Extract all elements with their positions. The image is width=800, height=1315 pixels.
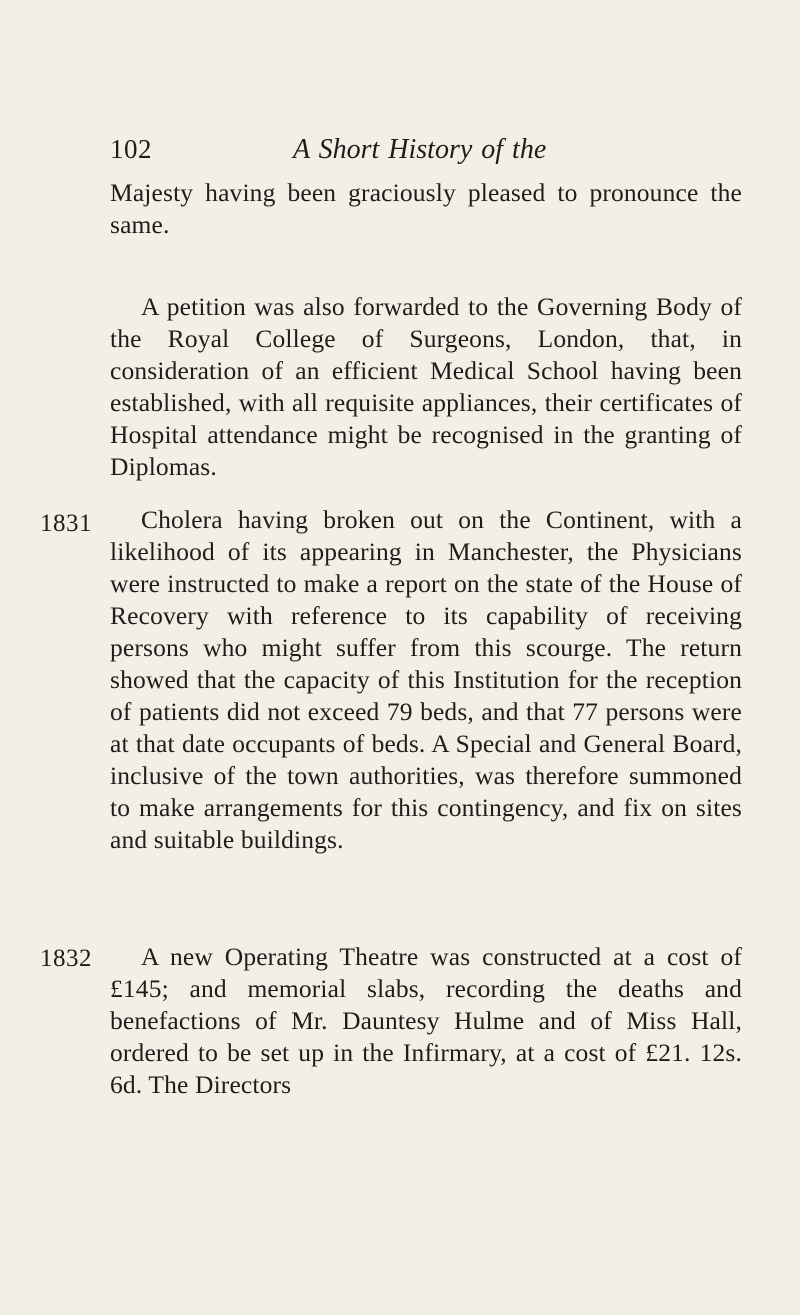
paragraph-petition: A petition was also forwarded to the Governing Body of the Royal College of Surgeons, London, that, in consideration of an efficient Medical School having been established, with all requisite appliances, their certificates of Hospital attendance might be recognised in the granting of Diplomas. xyxy=(110,292,742,481)
running-head xyxy=(110,134,750,174)
page-number: 102 xyxy=(110,134,152,164)
paragraph-cholera: Cholera having broken out on the Continent, with a likelihood of its appearing in Manchester, the Physicians were instructed to make a report on the state of the House of Recovery with reference to its capability of receiving persons who might suffer from this scourge. The return showed that the capacity of this Institution for the reception of patients did not exceed 79 beds, and that 77 persons were at that date occupants of beds. A Special and General Board, inclusive of the town authorities, was therefore summoned to make arrangements for this contingency, and fix on sites and suitable buildings. xyxy=(110,505,742,854)
margin-year-1832: 1832 xyxy=(40,945,92,972)
paragraph-continuation: Majesty having been graciously pleased to pronounce the same. xyxy=(110,178,742,239)
margin-year-1831: 1831 xyxy=(40,510,92,537)
paragraph-operating-theatre: A new Operating Theatre was constructed at a cost of £145; and memorial slabs, recording the deaths and benefactions of Mr. Dauntesy Hulme and of Miss Hall, ordered to be set up in the Infirmary, at a cost of £21. 12s. 6d. The Directors xyxy=(110,942,742,1099)
running-title: A Short History of the xyxy=(293,134,547,165)
